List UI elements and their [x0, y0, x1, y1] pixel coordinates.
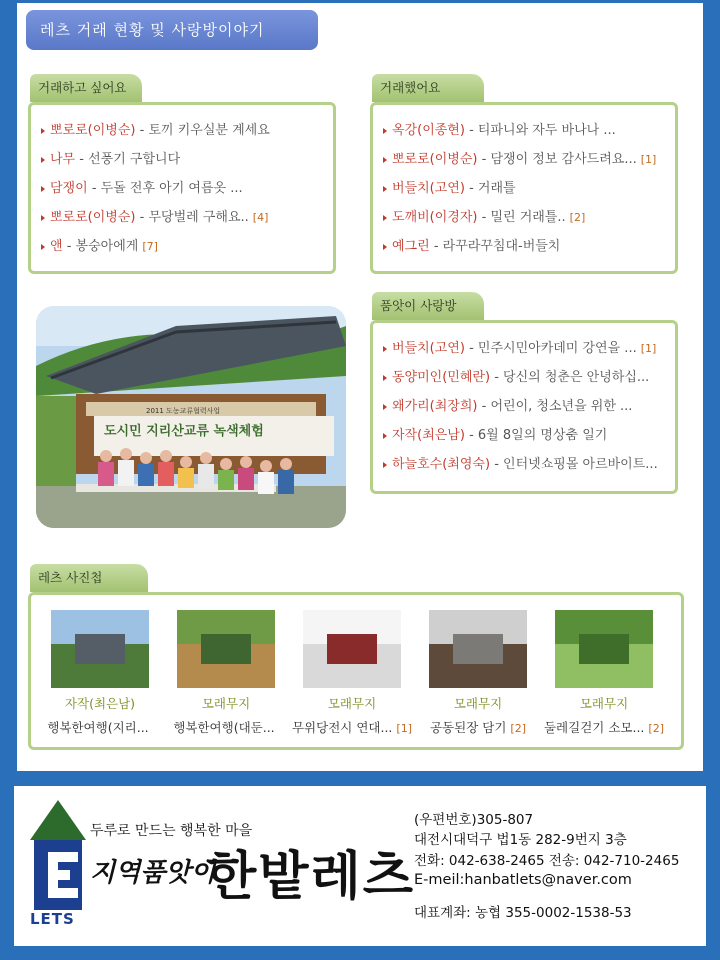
comment-count: [2]	[510, 722, 527, 735]
comment-count: [2]	[569, 211, 586, 224]
bullet-icon	[383, 462, 387, 468]
gallery-author[interactable]: 모래무지	[579, 696, 629, 711]
item-author[interactable]: 나무	[50, 152, 76, 167]
gallery-thumbnail[interactable]	[177, 610, 275, 688]
address-line: (우편번호)305-807	[414, 812, 534, 828]
item-author[interactable]: 버들치(고연)	[392, 341, 465, 356]
tab-sarangbang[interactable]: 품앗이 사랑방	[372, 292, 484, 320]
list-item[interactable]	[41, 235, 274, 264]
comment-count: [1]	[640, 342, 657, 355]
item-title[interactable]: - 선풍기 구합니다	[75, 152, 181, 167]
lets-logo	[30, 800, 86, 930]
bullet-icon	[383, 128, 387, 134]
event-photo[interactable]	[36, 306, 346, 528]
item-title[interactable]: - 거래틀	[464, 181, 516, 196]
gallery-title[interactable]: 공동된장 담기 [2]	[429, 720, 527, 735]
tab-want-trade[interactable]: 거래하고 싶어요	[30, 74, 142, 102]
org-name-small: 지역품앗이	[90, 858, 216, 888]
logo-text: LETS	[30, 910, 75, 928]
want-trade-box	[28, 102, 336, 274]
list-item[interactable]	[383, 395, 662, 424]
tab-gallery[interactable]: 레츠 사진첩	[30, 564, 148, 592]
item-author[interactable]: 뽀로로(이병순)	[392, 152, 478, 167]
list-item[interactable]	[41, 177, 274, 206]
item-title[interactable]: - 어린이, 청소년을 위한 ...	[477, 399, 633, 414]
list-item[interactable]	[383, 119, 656, 148]
comment-count: [1]	[640, 153, 657, 166]
bullet-icon	[383, 346, 387, 352]
sarangbang-box	[370, 320, 678, 494]
list-item[interactable]	[383, 235, 656, 264]
bullet-icon	[383, 375, 387, 381]
event-sign-top: 2011 도농교류협력사업	[146, 407, 221, 415]
comment-count: [2]	[648, 722, 664, 735]
list-item[interactable]	[383, 177, 656, 206]
comment-count: [7]	[142, 240, 158, 253]
gallery-thumbnail[interactable]	[51, 610, 149, 688]
gallery-thumbnail[interactable]	[429, 610, 527, 688]
footer	[14, 786, 706, 946]
bullet-icon	[41, 244, 45, 250]
item-author[interactable]: 예그린	[392, 239, 430, 254]
list-item[interactable]	[383, 424, 662, 453]
item-author[interactable]: 왜가리(최장희)	[392, 399, 478, 414]
item-title[interactable]: - 라꾸라꾸침대-버들치	[429, 239, 561, 254]
gallery-title[interactable]: 행복한여행(대둔...	[173, 720, 275, 735]
bullet-icon	[383, 157, 387, 163]
bullet-icon	[383, 215, 387, 221]
comment-count: [4]	[252, 211, 269, 224]
bullet-icon	[41, 186, 45, 192]
item-title[interactable]: - 6월 8일의 명상춤 일기	[464, 428, 608, 443]
gallery-title[interactable]: 무위당전시 연대... [1]	[291, 720, 412, 735]
address-line: E-meil:hanbatlets@naver.com	[414, 872, 632, 888]
sarangbang-list	[383, 337, 662, 482]
traded-box	[370, 102, 678, 274]
item-title[interactable]: - 무당벌레 구해요..	[135, 210, 249, 225]
gallery-title[interactable]: 행복한여행(지리...	[47, 720, 149, 735]
bullet-icon	[41, 215, 45, 221]
bullet-icon	[41, 157, 45, 163]
item-title[interactable]: - 담쟁이 정보 감사드려요...	[477, 152, 637, 167]
list-item[interactable]	[383, 366, 662, 395]
item-title[interactable]: - 민주시민아카데미 강연을 ...	[464, 341, 637, 356]
gallery-author[interactable]: 모래무지	[201, 696, 251, 711]
gallery-author[interactable]: 자작(최은남)	[64, 696, 136, 711]
gallery-author[interactable]: 모래무지	[327, 696, 377, 711]
item-author[interactable]: 담쟁이	[50, 181, 88, 196]
gallery-title[interactable]: 둘레길걷기 소모... [2]	[543, 720, 664, 735]
item-author[interactable]: 뽀로로(이병순)	[50, 123, 136, 138]
gallery-thumbnail[interactable]	[555, 610, 653, 688]
bullet-icon	[41, 128, 45, 134]
item-author[interactable]: 동양미인(민혜란)	[392, 370, 491, 385]
bullet-icon	[383, 433, 387, 439]
event-sign-main: 도시민 지리산교류 녹색체험	[104, 424, 264, 439]
item-author[interactable]: 앤	[50, 239, 63, 254]
gallery-thumbnail[interactable]	[303, 610, 401, 688]
comment-count: [1]	[396, 722, 412, 735]
item-author[interactable]: 자작(최은남)	[392, 428, 465, 443]
item-author[interactable]: 하늘호수(최영숙)	[392, 457, 491, 472]
item-author[interactable]: 뽀로로(이병순)	[50, 210, 136, 225]
address-line: 전화: 042-638-2465 전송: 042-710-2465	[414, 853, 680, 869]
want-trade-list	[41, 119, 274, 264]
event-photo-illustration	[36, 306, 346, 528]
page-title: 레츠 거래 현황 및 사랑방이야기	[26, 10, 318, 50]
bullet-icon	[383, 186, 387, 192]
tab-traded[interactable]: 거래했어요	[372, 74, 484, 102]
list-item[interactable]	[383, 453, 662, 482]
item-title[interactable]: - 토끼 키우실분 계세요	[135, 123, 270, 138]
list-item[interactable]	[383, 148, 656, 177]
list-item[interactable]	[41, 119, 274, 148]
item-title[interactable]: - 당신의 청춘은 안녕하십...	[490, 370, 650, 385]
item-author[interactable]: 옥강(이종현)	[392, 123, 465, 138]
item-title[interactable]: - 티파니와 자두 바나나 ...	[464, 123, 616, 138]
item-title[interactable]: - 봉숭아에게	[62, 239, 139, 254]
address-line: 대표계좌: 농협 355-0002-1538-53	[414, 905, 632, 921]
list-item[interactable]	[41, 148, 274, 177]
bullet-icon	[383, 244, 387, 250]
gallery-author[interactable]: 모래무지	[453, 696, 503, 711]
item-title[interactable]: - 밀린 거래틀..	[477, 210, 566, 225]
item-title[interactable]: - 두돌 전후 아기 여름옷 ...	[87, 181, 243, 196]
list-item[interactable]	[383, 337, 662, 366]
bullet-icon	[383, 404, 387, 410]
item-title[interactable]: - 인터넷쇼핑몰 아르바이트...	[490, 457, 658, 472]
item-author[interactable]: 버들치(고연)	[392, 181, 465, 196]
item-author[interactable]: 도깨비(이경자)	[392, 210, 478, 225]
org-name-large: 한밭레츠	[206, 846, 415, 907]
list-item[interactable]	[41, 206, 274, 235]
traded-list	[383, 119, 656, 264]
address-line: 대전시대덕구 법1동 282-9번지 3층	[414, 832, 627, 848]
list-item[interactable]	[383, 206, 656, 235]
slogan: 두루로 만드는 행복한 마을	[90, 823, 253, 839]
